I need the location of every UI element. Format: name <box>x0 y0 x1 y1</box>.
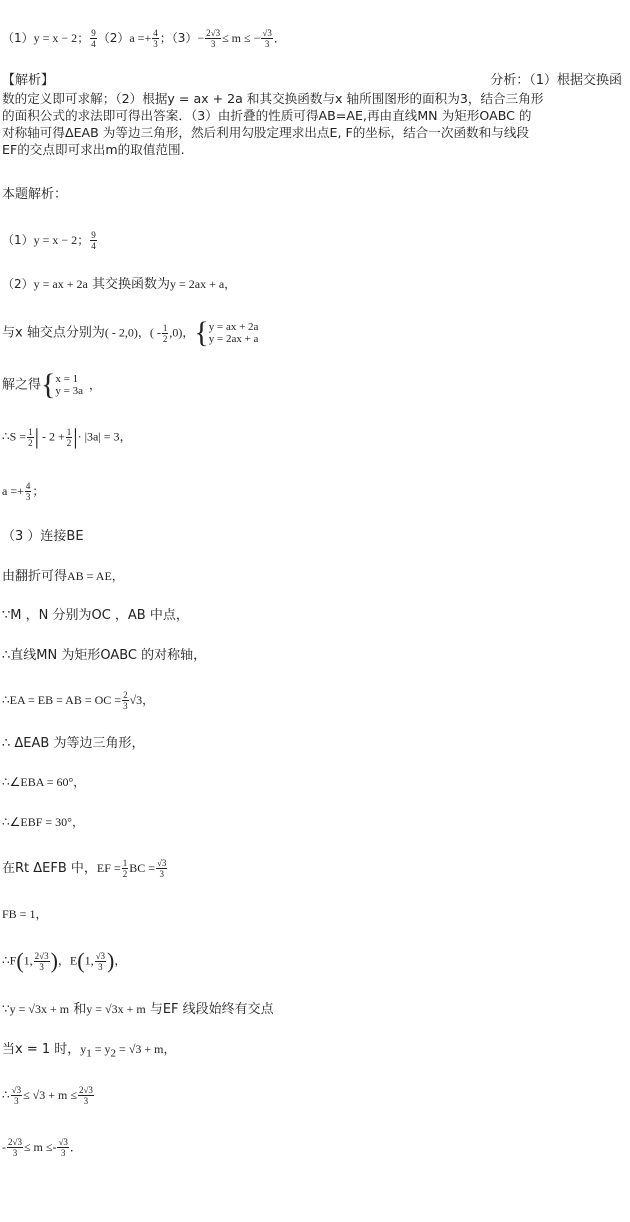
solution-step-13: ∴∠EBA = 60°， <box>2 775 86 789</box>
fraction: $\frac{1}{2}$ <box>122 858 128 879</box>
fraction: $\frac{1}{2}$ <box>66 426 72 448</box>
solution-step-15: 在Rt ΔEFB 中，EF = $\frac{1}{2}$ BC = $\frac{√3}{3}$ <box>2 858 167 879</box>
fraction: $\frac{1}{2}$ <box>162 322 168 344</box>
fraction: $\frac{√3}{3}$ <box>58 1137 68 1158</box>
fraction: $\frac{2√3}{3}$ <box>78 1085 93 1106</box>
solution-step-6: a =+ $\frac{4}{3}$ ； <box>2 481 45 502</box>
solution-step-18: ∵y = √3x + m 和y = √3x + m 与EF 线段始终有交点 <box>2 1002 274 1017</box>
solution-step-9: ∵M ，N 分别为OC ，AB 中点， <box>2 608 189 623</box>
solution-step-16: FB = 1， <box>2 907 48 921</box>
solution-step-2: （2）y = ax + 2a 其交换函数为y = 2ax + a， <box>2 277 237 292</box>
fraction: $\frac{2}{3}$ <box>123 690 128 711</box>
solution-step-19: 当x = 1 时，$y_1 = y_2 = √3 + m$， <box>2 1042 176 1060</box>
solution-step-7: （3 ）连接BE <box>2 529 84 544</box>
fraction: $\frac{1}{2}$ <box>28 426 33 448</box>
solution-step-8: 由翻折可得AB = AE， <box>2 569 124 584</box>
fraction: $\frac{4}{3}$ <box>153 28 158 49</box>
analysis-line: 对称轴可得ΔEAB 为等边三角形，然后利用勾股定理求出点E, F的坐标，结合一次函数和与线段 <box>2 125 530 140</box>
fraction: $\frac{9}{4}$ <box>91 230 96 251</box>
fraction: $\frac{√3}{3}$ <box>95 950 106 972</box>
solution-step-17: ∴F(1, $\frac{2√3}{3}$ )，E(1, $\frac{√3}{3}$ )， <box>2 948 127 973</box>
analysis-header: 【解析】 <box>2 73 55 88</box>
solution-step-3: 与x 轴交点分别为( - 2,0)，( - $\frac{1}{2}$ ,0)，{ y = ax + 2a y = 2ax + a <box>2 316 259 349</box>
solution-step-14: ∴∠EBF = 30°， <box>2 815 84 829</box>
analysis-paragraph <box>2 72 628 158</box>
analysis-header-row <box>2 72 628 90</box>
answer-line: （1）y = x − 2； $\frac{9}{4}$ （2）a =+ $\frac{4}{3}$ ；（3）− $\frac{2√3}{3}$ ≤ m ≤ − $\frac{√3}{3}$ ． <box>2 28 286 49</box>
fraction: $\frac{2√3}{3}$ <box>34 950 49 972</box>
analysis-line: EF的交点即可求出m的取值范围. <box>2 142 185 157</box>
solution-step-20: ∴ $\frac{√3}{3}$ ≤ √3 + m ≤ $\frac{2√3}{3}$ <box>2 1085 93 1106</box>
solution-title: 本题解析： <box>2 187 68 202</box>
equation-system: x = 1 y = 3a <box>55 373 84 397</box>
solution-step-21: - $\frac{2√3}{3}$ ≤ m ≤- $\frac{√3}{3}$ ． <box>2 1137 82 1158</box>
fraction: $\frac{√3}{3}$ <box>262 28 272 49</box>
analysis-line: 的面积公式的求法即可得出答案．（3）由折叠的性质可得AB=AE,再由直线MN 为矩形OABC 的 <box>2 108 532 123</box>
analysis-line: 数的定义即可求解；（2）根据y = ax + 2a 和其交换函数与x 轴所围图形的面积为3，结合三角形 <box>2 91 544 106</box>
solution-step-10: ∴直线MN 为矩形OABC 的对称轴， <box>2 648 207 663</box>
fraction: $\frac{4}{3}$ <box>25 481 31 502</box>
fraction: $\frac{2√3}{3}$ <box>206 28 221 49</box>
fraction: $\frac{2√3}{3}$ <box>8 1137 22 1158</box>
fraction: $\frac{√3}{3}$ <box>11 1085 22 1106</box>
solution-step-4: 解之得{ x = 1 y = 3a ， <box>2 368 102 401</box>
fraction: $\frac{√3}{3}$ <box>156 858 167 879</box>
solution-step-11: ∴EA = EB = AB = OC = $\frac{2}{3}$ √3， <box>2 690 155 711</box>
solution-step-5: ∴S = $\frac{1}{2}$ | - 2 + $\frac{1}{2}$ |· |3a| = 3， <box>2 424 132 449</box>
analysis-intro: 分析：（1）根据交换函 <box>490 73 622 88</box>
solution-step-12: ∴ ΔEAB 为等边三角形， <box>2 736 145 751</box>
fraction: $\frac{9}{4}$ <box>91 28 96 49</box>
solution-step-1: （1）y = x − 2； $\frac{9}{4}$ <box>2 230 96 251</box>
equation-system: y = ax + 2a y = 2ax + a <box>208 321 259 345</box>
